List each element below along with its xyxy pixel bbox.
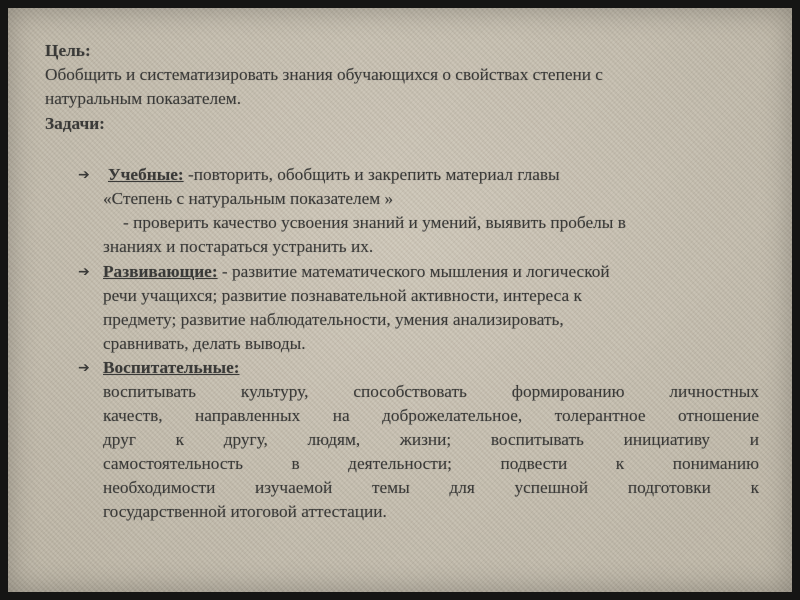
goal-text-line2: натуральным показателем.	[45, 89, 242, 108]
educational-line1	[108, 163, 560, 186]
developmental-line1	[103, 260, 610, 283]
check-arrow-icon: ➔	[78, 264, 90, 280]
upbringing-line5: необходимости изучаемой темы для успешной подготовки к	[103, 478, 759, 497]
developmental-line3: предмету; развитие наблюдательности, умения анализировать,	[103, 310, 564, 329]
educational-line1-text: -повторить, обобщить и закрепить материал главы	[183, 165, 560, 184]
goal-text-line1: Обобщить и систематизировать знания обучающихся о свойствах степени с	[45, 65, 603, 84]
educational-line2: «Степень с натуральным показателем »	[103, 189, 394, 208]
developmental-line1-text: - развитие математического мышления и логической	[217, 262, 610, 281]
upbringing-line2: качеств, направленных на доброжелательное, толерантное отношение	[103, 406, 759, 425]
upbringing-label: Воспитательные:	[103, 358, 240, 377]
goal-heading: Цель:	[45, 41, 91, 60]
developmental-label: Развивающие:	[103, 262, 218, 281]
slide	[8, 8, 792, 592]
developmental-line2: речи учащихся; развитие познавательной активности, интереса к	[103, 286, 582, 305]
developmental-line4: сравнивать, делать выводы.	[103, 334, 306, 353]
check-arrow-icon: ➔	[78, 167, 90, 183]
upbringing-line4: самостоятельность в деятельности; подвести к пониманию	[103, 454, 759, 473]
upbringing-line3: друг к другу, людям, жизни; воспитывать инициативу и	[103, 430, 759, 449]
upbringing-line1: воспитывать культуру, способствовать формированию личностных	[103, 382, 759, 401]
tasks-heading: Задачи:	[45, 114, 105, 133]
check-arrow-icon: ➔	[78, 360, 90, 376]
educational-label: Учебные:	[108, 165, 184, 184]
upbringing-line6: государственной итоговой аттестации.	[103, 502, 387, 521]
educational-line4: знаниях и постараться устранить их.	[103, 237, 374, 256]
educational-line3: - проверить качество усвоения знаний и умений, выявить пробелы в	[123, 213, 626, 232]
